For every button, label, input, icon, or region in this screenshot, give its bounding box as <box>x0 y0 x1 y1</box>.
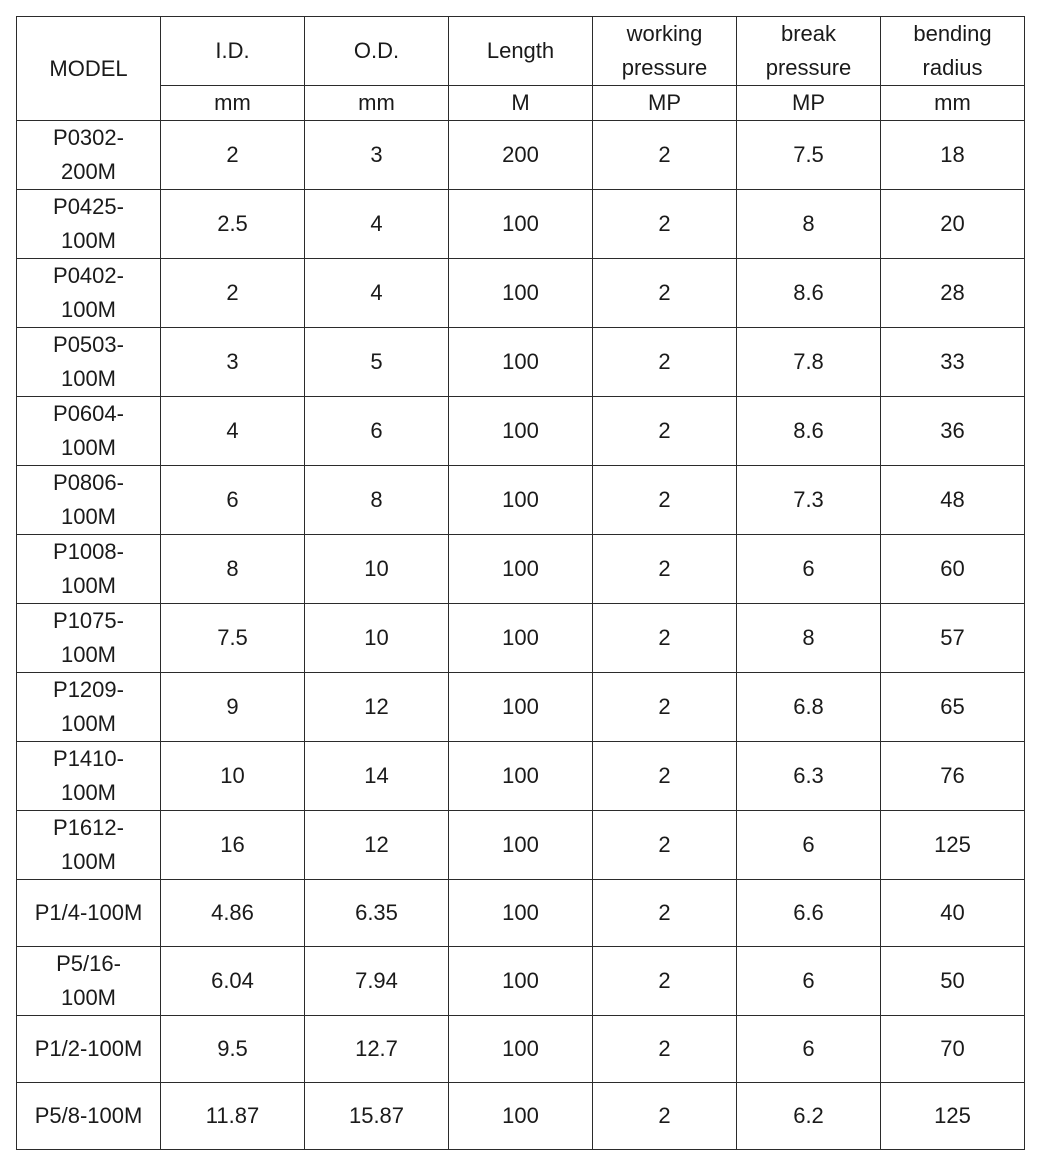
cell-od: 7.94 <box>305 947 449 1016</box>
cell-od: 6.35 <box>305 880 449 947</box>
cell-break: 6.3 <box>737 742 881 811</box>
cell-od: 12 <box>305 811 449 880</box>
cell-length: 100 <box>449 880 593 947</box>
cell-working: 2 <box>593 259 737 328</box>
unit-length: M <box>449 86 593 121</box>
cell-model <box>17 742 161 811</box>
cell-id: 10 <box>161 742 305 811</box>
table-row <box>17 880 1025 947</box>
cell-break: 6 <box>737 535 881 604</box>
header-od: O.D. <box>305 17 449 86</box>
cell-break: 6 <box>737 1016 881 1083</box>
table-row <box>17 121 1025 190</box>
unit-id: mm <box>161 86 305 121</box>
cell-model-line2: 100M <box>60 504 117 529</box>
cell-model-line2: 100M <box>60 573 117 598</box>
cell-break: 7.8 <box>737 328 881 397</box>
cell-id: 4 <box>161 397 305 466</box>
cell-model <box>17 121 161 190</box>
cell-bending: 60 <box>881 535 1025 604</box>
cell-id: 16 <box>161 811 305 880</box>
cell-od: 4 <box>305 259 449 328</box>
cell-break: 6 <box>737 811 881 880</box>
cell-model-line2: 100M <box>60 849 117 874</box>
table-row <box>17 328 1025 397</box>
table-row <box>17 742 1025 811</box>
unit-break: MP <box>737 86 881 121</box>
cell-working: 2 <box>593 742 737 811</box>
cell-model-line1: P1/2-100M <box>34 1036 143 1061</box>
cell-length: 100 <box>449 535 593 604</box>
table-row <box>17 947 1025 1016</box>
unit-working: MP <box>593 86 737 121</box>
cell-model-line2: 100M <box>60 366 117 391</box>
cell-od: 8 <box>305 466 449 535</box>
cell-model-line2: 200M <box>60 159 117 184</box>
cell-bending: 40 <box>881 880 1025 947</box>
cell-bending: 125 <box>881 1083 1025 1150</box>
cell-working: 2 <box>593 466 737 535</box>
cell-length: 100 <box>449 1016 593 1083</box>
cell-model <box>17 947 161 1016</box>
cell-working: 2 <box>593 1016 737 1083</box>
cell-bending: 70 <box>881 1016 1025 1083</box>
cell-length: 100 <box>449 190 593 259</box>
cell-bending: 125 <box>881 811 1025 880</box>
cell-model-line1: P1209- <box>53 677 124 702</box>
cell-model <box>17 604 161 673</box>
header-bending-line2: radius <box>922 55 983 80</box>
cell-id: 8 <box>161 535 305 604</box>
cell-id: 11.87 <box>161 1083 305 1150</box>
cell-model <box>17 811 161 880</box>
cell-length: 100 <box>449 673 593 742</box>
cell-id: 6 <box>161 466 305 535</box>
cell-working: 2 <box>593 190 737 259</box>
header-bending-radius <box>881 17 1025 86</box>
cell-od: 3 <box>305 121 449 190</box>
cell-id: 7.5 <box>161 604 305 673</box>
header-working-pressure <box>593 17 737 86</box>
cell-break: 8.6 <box>737 397 881 466</box>
cell-id: 2 <box>161 259 305 328</box>
cell-length: 100 <box>449 1083 593 1150</box>
table-header <box>17 17 1025 121</box>
cell-model-line1: P0425- <box>53 194 124 219</box>
cell-working: 2 <box>593 811 737 880</box>
cell-length: 100 <box>449 259 593 328</box>
cell-id: 4.86 <box>161 880 305 947</box>
cell-od: 12 <box>305 673 449 742</box>
cell-id: 6.04 <box>161 947 305 1016</box>
header-bending-line1: bending <box>913 21 992 46</box>
cell-break: 6.6 <box>737 880 881 947</box>
table-row <box>17 811 1025 880</box>
cell-length: 100 <box>449 397 593 466</box>
cell-bending: 20 <box>881 190 1025 259</box>
cell-bending: 33 <box>881 328 1025 397</box>
cell-model-line2: 100M <box>60 297 117 322</box>
cell-length: 100 <box>449 742 593 811</box>
cell-bending: 76 <box>881 742 1025 811</box>
cell-model <box>17 190 161 259</box>
cell-bending: 28 <box>881 259 1025 328</box>
cell-model-line1: P5/16- <box>56 951 121 976</box>
cell-length: 100 <box>449 947 593 1016</box>
cell-model-line1: P1612- <box>53 815 124 840</box>
unit-bending: mm <box>881 86 1025 121</box>
cell-model <box>17 880 161 947</box>
cell-working: 2 <box>593 1083 737 1150</box>
cell-break: 6.2 <box>737 1083 881 1150</box>
cell-length: 100 <box>449 466 593 535</box>
cell-length: 100 <box>449 328 593 397</box>
cell-model-line2: 100M <box>60 642 117 667</box>
cell-bending: 65 <box>881 673 1025 742</box>
cell-model-line1: P0402- <box>53 263 124 288</box>
cell-id: 2 <box>161 121 305 190</box>
cell-break: 8.6 <box>737 259 881 328</box>
cell-working: 2 <box>593 947 737 1016</box>
header-break-pressure <box>737 17 881 86</box>
cell-id: 2.5 <box>161 190 305 259</box>
cell-od: 14 <box>305 742 449 811</box>
cell-model-line1: P5/8-100M <box>34 1103 143 1128</box>
cell-bending: 57 <box>881 604 1025 673</box>
table-row <box>17 1083 1025 1150</box>
cell-working: 2 <box>593 673 737 742</box>
cell-id: 3 <box>161 328 305 397</box>
cell-bending: 48 <box>881 466 1025 535</box>
table-body <box>17 121 1025 1150</box>
cell-model-line1: P1075- <box>53 608 124 633</box>
cell-model <box>17 466 161 535</box>
header-working-line1: working <box>626 21 703 46</box>
cell-model-line2: 100M <box>60 435 117 460</box>
cell-length: 200 <box>449 121 593 190</box>
table-row <box>17 190 1025 259</box>
cell-model <box>17 1016 161 1083</box>
cell-length: 100 <box>449 811 593 880</box>
cell-break: 7.5 <box>737 121 881 190</box>
cell-bending: 18 <box>881 121 1025 190</box>
cell-model <box>17 328 161 397</box>
cell-model <box>17 259 161 328</box>
header-length: Length <box>449 17 593 86</box>
table-row <box>17 604 1025 673</box>
cell-break: 8 <box>737 604 881 673</box>
cell-break: 6 <box>737 947 881 1016</box>
cell-od: 12.7 <box>305 1016 449 1083</box>
cell-break: 7.3 <box>737 466 881 535</box>
cell-od: 10 <box>305 535 449 604</box>
header-row <box>17 17 1025 86</box>
cell-od: 4 <box>305 190 449 259</box>
cell-model <box>17 535 161 604</box>
cell-od: 5 <box>305 328 449 397</box>
header-break-line2: pressure <box>765 55 852 80</box>
cell-model-line2: 100M <box>60 228 117 253</box>
cell-id: 9.5 <box>161 1016 305 1083</box>
table-row <box>17 673 1025 742</box>
cell-od: 10 <box>305 604 449 673</box>
cell-model <box>17 1083 161 1150</box>
unit-od: mm <box>305 86 449 121</box>
table-row <box>17 397 1025 466</box>
cell-model-line1: P0302- <box>53 125 124 150</box>
cell-working: 2 <box>593 604 737 673</box>
cell-model-line2: 100M <box>60 780 117 805</box>
cell-model-line1: P1/4-100M <box>34 900 143 925</box>
cell-model-line2: 100M <box>60 985 117 1010</box>
cell-od: 15.87 <box>305 1083 449 1150</box>
cell-model <box>17 673 161 742</box>
unit-row <box>17 86 1025 121</box>
table-row <box>17 1016 1025 1083</box>
cell-working: 2 <box>593 121 737 190</box>
cell-break: 8 <box>737 190 881 259</box>
cell-model <box>17 397 161 466</box>
cell-bending: 36 <box>881 397 1025 466</box>
spec-table <box>16 16 1025 1150</box>
cell-model-line1: P0806- <box>53 470 124 495</box>
cell-od: 6 <box>305 397 449 466</box>
table-row <box>17 535 1025 604</box>
header-break-line1: break <box>780 21 837 46</box>
cell-model-line1: P0604- <box>53 401 124 426</box>
cell-working: 2 <box>593 535 737 604</box>
header-model: MODEL <box>17 17 161 121</box>
cell-break: 6.8 <box>737 673 881 742</box>
cell-working: 2 <box>593 397 737 466</box>
cell-working: 2 <box>593 880 737 947</box>
cell-model-line2: 100M <box>60 711 117 736</box>
header-working-line2: pressure <box>621 55 708 80</box>
cell-length: 100 <box>449 604 593 673</box>
cell-working: 2 <box>593 328 737 397</box>
header-id: I.D. <box>161 17 305 86</box>
cell-bending: 50 <box>881 947 1025 1016</box>
cell-model-line1: P0503- <box>53 332 124 357</box>
cell-model-line1: P1410- <box>53 746 124 771</box>
table-row <box>17 466 1025 535</box>
table-row <box>17 259 1025 328</box>
cell-model-line1: P1008- <box>53 539 124 564</box>
cell-id: 9 <box>161 673 305 742</box>
